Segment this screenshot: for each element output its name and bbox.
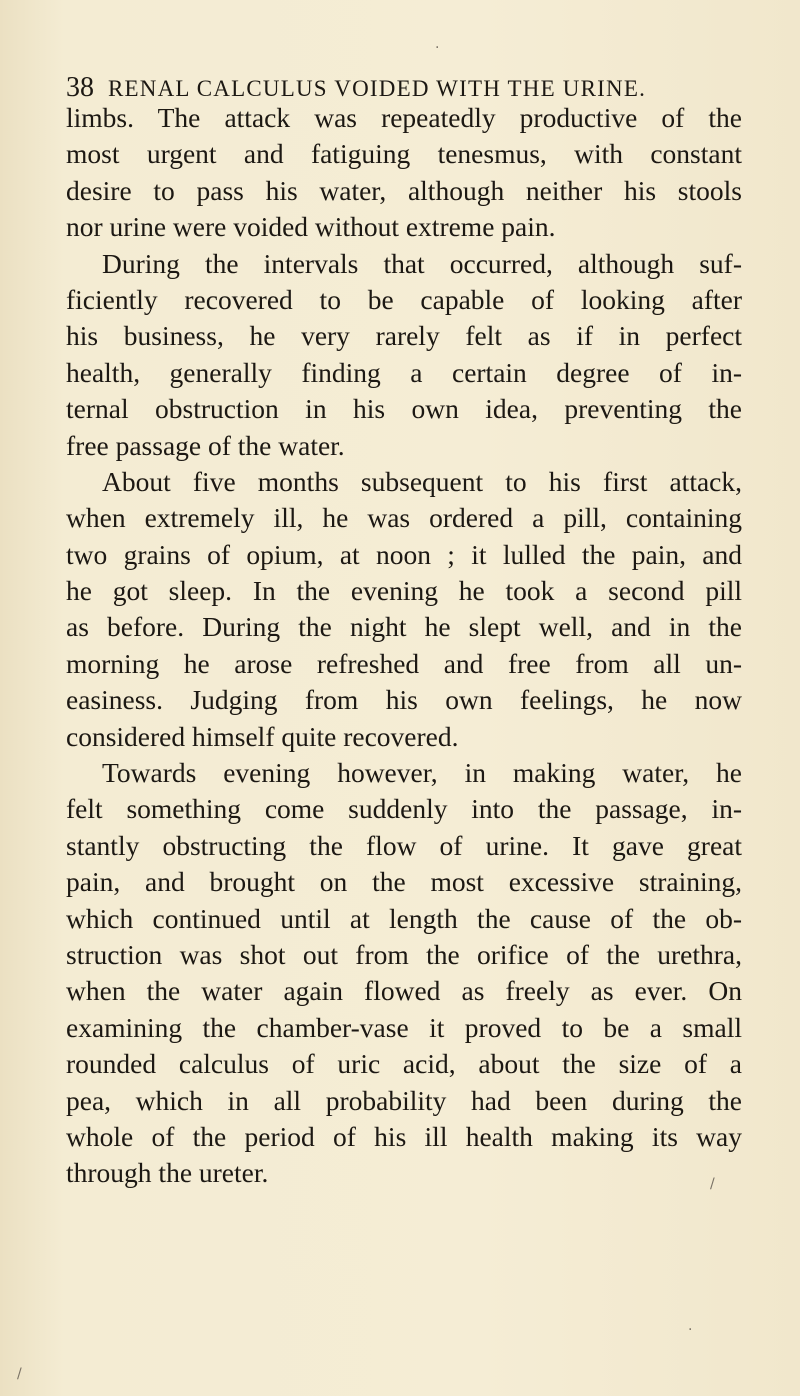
text-line: two grains of opium, at noon ; it lulled the pain, and <box>66 538 742 570</box>
text-line: whole of the period of his ill health making its way <box>66 1120 742 1152</box>
page-number: 38 <box>66 72 94 103</box>
pencil-mark: / <box>17 1366 22 1382</box>
text-line: when the water again flowed as freely as ever. On <box>66 975 742 1007</box>
pencil-mark: · <box>688 1322 693 1338</box>
text-line: felt something come suddenly into the passage, in- <box>66 793 742 825</box>
text-line: stantly obstructing the flow of urine. It gave great <box>66 829 742 861</box>
body-text <box>66 100 742 1192</box>
text-line: free passage of the water. <box>66 429 345 461</box>
text-line: considered himself quite recovered. <box>66 720 459 752</box>
text-line: desire to pass his water, although neither his stools <box>66 174 742 206</box>
text-line: he got sleep. In the evening he took a second pill <box>66 575 742 607</box>
text-line: pea, which in all probability had been during the <box>66 1084 742 1116</box>
text-line: health, generally finding a certain degree of in- <box>66 356 742 388</box>
text-line: ficiently recovered to be capable of looking after <box>66 283 742 315</box>
pencil-mark: / <box>710 1176 715 1192</box>
text-line: About five months subsequent to his first attack, <box>102 465 742 497</box>
text-line: morning he arose refreshed and free from all un- <box>66 647 742 679</box>
ink-dot-mark: · <box>435 40 440 56</box>
text-line: easiness. Judging from his own feelings, he now <box>66 684 742 716</box>
text-line: pain, and brought on the most excessive straining, <box>66 866 742 898</box>
text-line: through the ureter. <box>66 1157 269 1189</box>
text-line: limbs. The attack was repeatedly productive of the <box>66 102 742 133</box>
text-line: struction was shot out from the orifice of the urethra, <box>66 938 742 970</box>
text-line: Towards evening however, in making water, he <box>102 757 742 789</box>
text-line: his business, he very rarely felt as if in perfect <box>66 320 742 352</box>
text-line: which continued until at length the cause of the ob- <box>66 902 742 934</box>
text-line: nor urine were voided without extreme pain. <box>66 211 556 243</box>
text-line: when extremely ill, he was ordered a pill, containing <box>66 502 742 534</box>
text-line: examining the chamber-vase it proved to be a small <box>66 1011 742 1043</box>
running-title: RENAL CALCULUS VOIDED WITH THE URINE. <box>108 76 647 101</box>
text-line: ternal obstruction in his own idea, preventing the <box>66 393 742 425</box>
text-line: During the intervals that occurred, although suf- <box>102 247 742 279</box>
text-line: most urgent and fatiguing tenesmus, with constant <box>66 138 742 170</box>
text-line: as before. During the night he slept well, and in the <box>66 611 742 643</box>
text-line: rounded calculus of uric acid, about the size of a <box>66 1048 742 1080</box>
